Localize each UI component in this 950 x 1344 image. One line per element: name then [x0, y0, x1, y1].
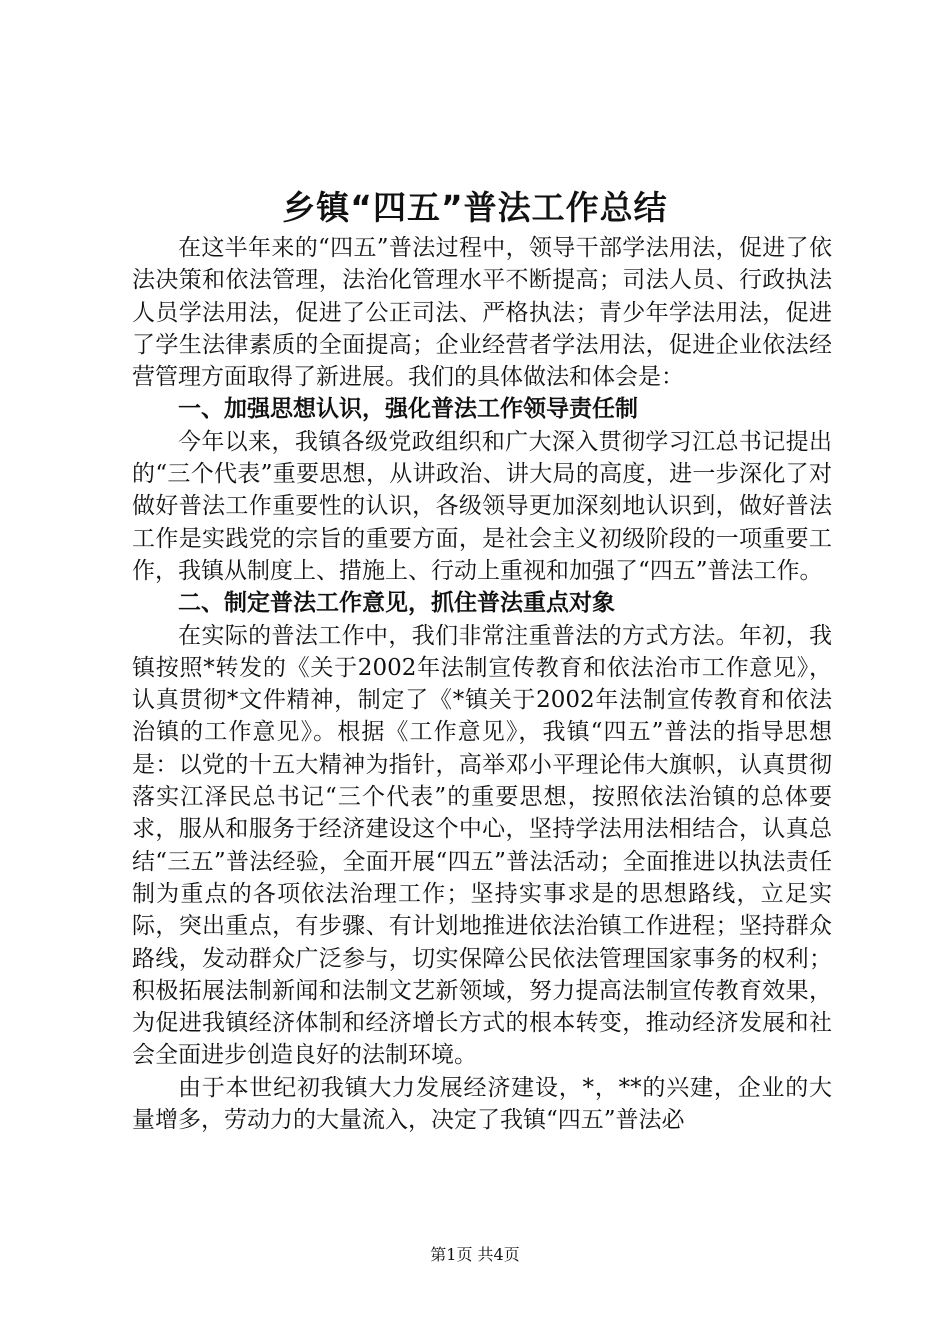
paragraph-section-1: 今年以来，我镇各级党政组织和广大深入贯彻学习江总书记提出的“三个代表”重要思想，从讲政治、讲大局的高度，进一步深化了对做好普法工作重要性的认识，各级领导更加深刻地认识到，做好普法工作是实践党的宗旨的重要方面，是社会主义初级阶段的一项重要工作，我镇从制度上、措施上、行动上重视和加强了“四五”普法工作。 — [132, 428, 832, 584]
paragraph-section-2: 在实际的普法工作中，我们非常注重普法的方式方法。年初，我镇按照*转发的《关于2002年法制宣传教育和依法治市工作意见》，认真贯彻*文件精神，制定了《*镇关于2002年法制宣传教育和依法治镇的工作意见》。根据《工作意见》，我镇“四五”普法的指导思想是：以党的十五大精神为指针，高举邓小平理论伟大旗帜，认真贯彻落实江泽民总书记“三个代表”的重要思想，按照依法治镇的总体要求，服从和服务于经济建设这个中心，坚持学法用法相结合，认真总结“三五”普法经验，全面开展“四五”普法活动；全面推进以执法责任制为重点的各项依法治理工作；坚持实事求是的思想路线，立足实际，突出重点，有步骤、有计划地推进依法治镇工作进程；坚持群众路线，发动群众广泛参与，切实保障公民依法管理国家事务的权利；积极拓展法制新闻和法制文艺新领域，努力提高法制宣传教育效果，为促进我镇经济体制和经济增长方式的根本转变，推动经济发展和社会全面进步创造良好的法制环境。 — [132, 622, 832, 1069]
document-title: 乡镇“四五”普法工作总结 — [282, 188, 668, 227]
paragraph-continued: 由于本世纪初我镇大力发展经济建设，*，**的兴建，企业的大量增多，劳动力的大量流入，决定了我镇“四五”普法必 — [132, 1074, 832, 1134]
document-body — [132, 232, 832, 1136]
section-heading-2: 二、制定普法工作意见，抓住普法重点对象 — [178, 590, 615, 617]
page-number-footer: 第1页 共4页 — [430, 1245, 520, 1264]
section-heading-1: 一、加强思想认识，强化普法工作领导责任制 — [178, 396, 638, 423]
paragraph-intro: 在这半年来的“四五”普法过程中，领导干部学法用法，促进了依法决策和依法管理，法治化管理水平不断提高；司法人员、行政执法人员学法用法，促进了公正司法、严格执法；青少年学法用法，促进了学生法律素质的全面提高；企业经营者学法用法，促进企业依法经营管理方面取得了新进展。我们的具体做法和体会是： — [132, 235, 832, 391]
